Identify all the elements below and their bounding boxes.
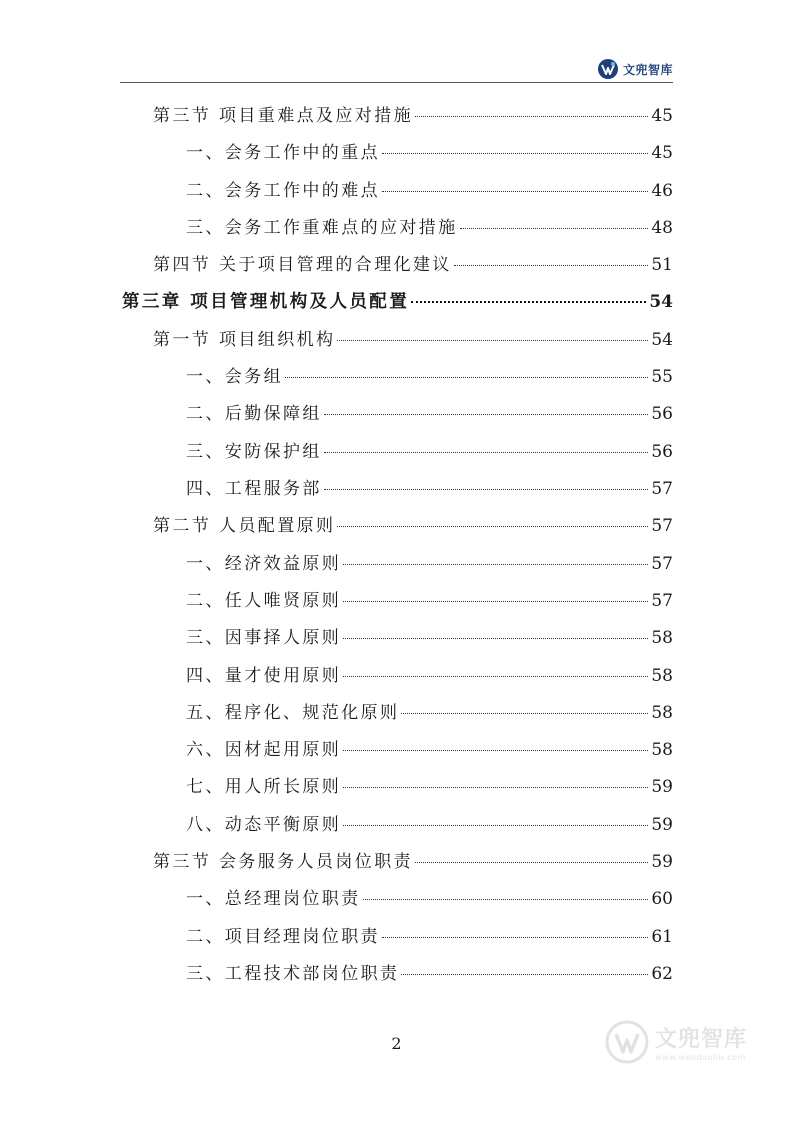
toc-entry-page: 62 xyxy=(651,963,673,984)
toc-entry-item[interactable] xyxy=(0,922,673,952)
toc-entry-label: 二、会务工作中的难点 xyxy=(186,180,380,201)
toc-entry-item[interactable] xyxy=(0,623,673,653)
toc-dot-leader xyxy=(324,452,649,453)
toc-dot-leader xyxy=(343,750,648,751)
toc-entry-item[interactable] xyxy=(0,735,673,765)
toc-entry-page: 56 xyxy=(651,404,673,425)
toc-entry-page: 58 xyxy=(651,740,673,761)
toc-entry-item[interactable] xyxy=(0,772,673,802)
toc-dot-leader xyxy=(343,564,648,565)
toc-entry-item[interactable] xyxy=(0,549,673,579)
toc-entry-label: 三、因事择人原则 xyxy=(186,628,342,649)
toc-entry-item[interactable] xyxy=(0,884,673,914)
toc-entry-label: 一、会务组 xyxy=(186,367,283,388)
toc-entry-page: 59 xyxy=(651,852,673,872)
toc-entry-item[interactable] xyxy=(0,213,673,243)
toc-entry-page: 60 xyxy=(651,889,673,910)
toc-entry-page: 61 xyxy=(651,926,673,947)
toc-entry-item[interactable] xyxy=(0,810,673,840)
watermark xyxy=(605,1020,747,1064)
toc-entry-label: 三、工程技术部岗位职责 xyxy=(186,963,400,984)
toc-entry-item[interactable] xyxy=(0,399,673,429)
toc-entry-label: 三、安防保护组 xyxy=(186,441,322,462)
toc-dot-leader xyxy=(324,489,649,490)
toc-entry-label: 八、动态平衡原则 xyxy=(186,814,342,835)
toc-entry-label: 二、任人唯贤原则 xyxy=(186,590,342,611)
toc-entry-item[interactable] xyxy=(0,362,673,392)
toc-dot-leader xyxy=(343,825,648,826)
toc-entry-section[interactable] xyxy=(0,325,673,355)
toc-dot-leader xyxy=(411,301,646,303)
toc-entry-page: 45 xyxy=(651,106,673,126)
toc-dot-leader xyxy=(415,116,648,117)
toc-entry-page: 58 xyxy=(651,628,673,649)
watermark-url: www.wendoulib.com xyxy=(654,1053,746,1062)
toc-entry-page: 57 xyxy=(651,590,673,611)
toc-entry-label: 三、会务工作重难点的应对措施 xyxy=(186,217,458,238)
toc-entry-page: 55 xyxy=(651,367,673,388)
toc-dot-leader xyxy=(401,974,648,975)
toc-entry-item[interactable] xyxy=(0,959,673,989)
toc-entry-page: 57 xyxy=(651,479,673,499)
toc-entry-label: 一、经济效益原则 xyxy=(186,553,342,574)
toc-entry-page: 59 xyxy=(651,814,673,835)
header-logo xyxy=(597,58,673,80)
toc-entry-label: 五、程序化、规范化原则 xyxy=(186,702,400,723)
toc-entry-chapter[interactable] xyxy=(0,288,673,318)
toc-entry-page: 57 xyxy=(651,553,673,574)
toc-entry-page: 54 xyxy=(649,291,673,312)
toc-entry-label: 二、项目经理岗位职责 xyxy=(186,926,380,947)
toc-entry-label: 四、工程服务部 xyxy=(186,479,322,499)
watermark-text: 文兜智库 xyxy=(654,1027,747,1052)
toc-entry-page: 54 xyxy=(651,329,673,350)
toc-dot-leader xyxy=(343,638,648,639)
toc-dot-leader xyxy=(343,787,648,788)
toc-entry-section[interactable] xyxy=(0,847,673,877)
toc-dot-leader xyxy=(363,899,649,900)
toc-entry-label: 第一节 项目组织机构 xyxy=(153,329,336,350)
toc-dot-leader xyxy=(324,414,649,415)
toc-dot-leader xyxy=(343,601,648,602)
toc-entry-page: 51 xyxy=(651,255,673,276)
toc-entry-item[interactable] xyxy=(0,474,673,504)
toc-entry-page: 56 xyxy=(651,441,673,462)
toc-entry-label: 七、用人所长原则 xyxy=(186,777,342,798)
toc-entry-label: 第四节 关于项目管理的合理化建议 xyxy=(153,255,452,276)
logo-icon xyxy=(597,58,619,80)
toc-entry-item[interactable] xyxy=(0,586,673,616)
toc-entry-page: 57 xyxy=(651,516,673,537)
header-rule xyxy=(120,82,673,83)
toc-entry-item[interactable] xyxy=(0,698,673,728)
toc-entry-page: 58 xyxy=(651,665,673,686)
toc-entry-page: 48 xyxy=(651,217,673,238)
toc-entry-label: 六、因材起用原则 xyxy=(186,740,342,761)
toc-entry-label: 一、总经理岗位职责 xyxy=(186,889,361,910)
toc-entry-label: 一、会务工作中的重点 xyxy=(186,143,380,164)
toc-entry-page: 45 xyxy=(651,143,673,164)
toc-entry-label: 第三章 项目管理机构及人员配置 xyxy=(122,291,410,312)
toc-dot-leader xyxy=(415,862,648,863)
toc-dot-leader xyxy=(337,526,648,527)
logo-text: 文兜智库 xyxy=(622,62,673,77)
toc-entry-label: 第二节 人员配置原则 xyxy=(153,516,336,537)
toc-entry-item[interactable] xyxy=(0,437,673,467)
toc-entry-label: 第三节 会务服务人员岗位职责 xyxy=(153,852,414,872)
toc-dot-leader xyxy=(382,191,648,192)
toc-dot-leader xyxy=(460,228,649,229)
toc-entry-page: 58 xyxy=(651,702,673,723)
toc-entry-section[interactable] xyxy=(0,250,673,280)
toc-dot-leader xyxy=(382,937,648,938)
toc-entry-section[interactable] xyxy=(0,511,673,541)
toc-dot-leader xyxy=(454,265,649,266)
toc-entry-label: 四、量才使用原则 xyxy=(186,665,342,686)
toc-dot-leader xyxy=(401,713,648,714)
toc-dot-leader xyxy=(343,676,648,677)
toc-entry-item[interactable] xyxy=(0,176,673,206)
toc-entry-label: 二、后勤保障组 xyxy=(186,404,322,425)
page-number: 2 xyxy=(391,1034,402,1053)
toc-dot-leader xyxy=(337,340,648,341)
toc-entry-page: 59 xyxy=(651,777,673,798)
toc-entry-page: 46 xyxy=(651,180,673,201)
toc-entry-section[interactable] xyxy=(0,101,673,131)
toc-entry-item[interactable] xyxy=(0,138,673,168)
toc-entry-item[interactable] xyxy=(0,661,673,691)
toc-dot-leader xyxy=(285,377,648,378)
watermark-logo-icon xyxy=(605,1020,649,1064)
toc-dot-leader xyxy=(382,153,648,154)
toc-entry-label: 第三节 项目重难点及应对措施 xyxy=(153,106,414,126)
